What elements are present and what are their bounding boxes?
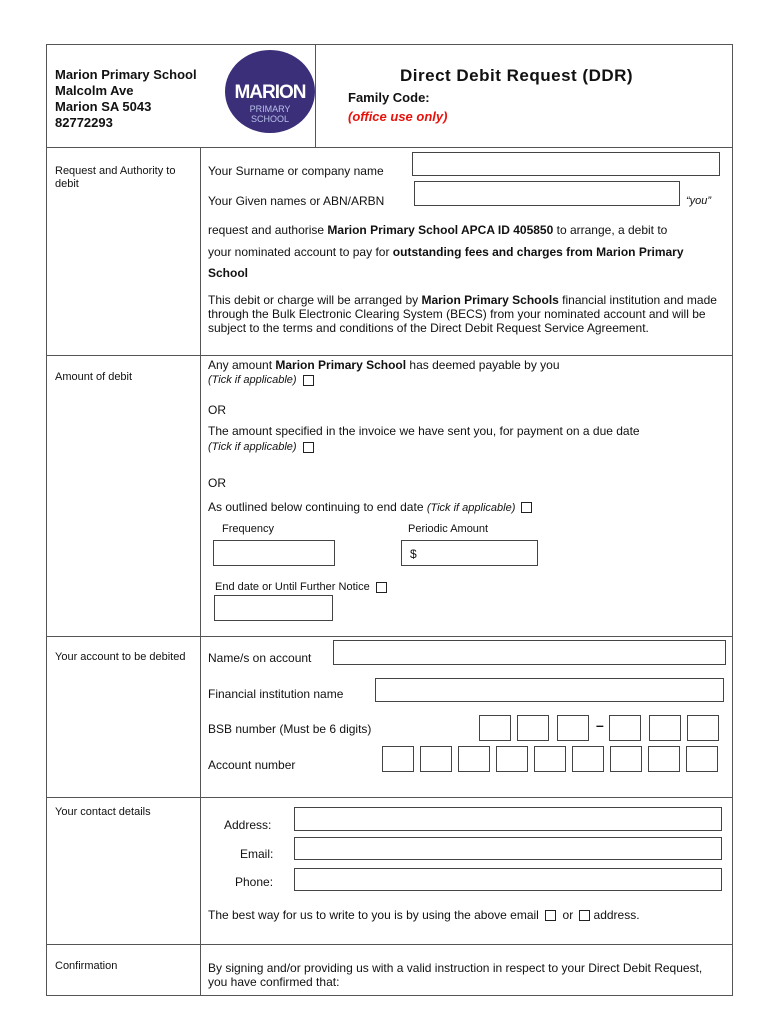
end-date-label: End date or Until Further Notice <box>215 581 387 593</box>
bsb-dash: – <box>596 717 604 733</box>
request-label: Request and Authority to debit <box>55 165 176 190</box>
given-names-input[interactable] <box>414 181 680 206</box>
account-number-label: Account number <box>208 758 296 772</box>
surname-label: Your Surname or company name <box>208 164 384 178</box>
given-names-label: Your Given names or ABN/ARBN <box>208 194 385 208</box>
phone-input[interactable] <box>294 868 722 891</box>
any-amount-checkbox[interactable] <box>303 375 314 386</box>
email-input[interactable] <box>294 837 722 860</box>
divider <box>46 636 733 637</box>
account-digit-box[interactable] <box>496 746 528 772</box>
confirmation-label: Confirmation <box>55 960 118 972</box>
contact-label: Your contact details <box>55 806 151 818</box>
school-address: Marion Primary School Malcolm Ave Marion SA 5043 82772293 <box>55 67 197 130</box>
divider <box>46 355 733 356</box>
account-digit-box[interactable] <box>610 746 642 772</box>
invoice-checkbox[interactable] <box>303 442 314 453</box>
divider <box>46 797 733 798</box>
address-label: Address: <box>224 818 272 832</box>
tick-note: (Tick if applicable) <box>208 374 314 386</box>
email-checkbox[interactable] <box>545 910 556 921</box>
address-input[interactable] <box>294 807 722 831</box>
account-digit-box[interactable] <box>420 746 452 772</box>
page-title: Direct Debit Request (DDR) <box>400 66 634 85</box>
bsb-digit-box[interactable] <box>609 715 641 741</box>
account-digit-box[interactable] <box>382 746 414 772</box>
school-logo: MARION PRIMARY SCHOOL <box>225 50 315 133</box>
schedule-checkbox[interactable] <box>521 502 532 513</box>
amount-label: Amount of debit <box>55 371 133 383</box>
periodic-amount-label: Periodic Amount <box>408 523 489 535</box>
bsb-label: BSB number (Must be 6 digits) <box>208 722 372 736</box>
tick-note: (Tick if applicable) <box>208 441 314 453</box>
bsb-digit-box[interactable] <box>649 715 681 741</box>
bsb-digit-box[interactable] <box>687 715 719 741</box>
account-digit-box[interactable] <box>648 746 680 772</box>
institution-label: Financial institution name <box>208 687 344 701</box>
account-label: Your account to be debited <box>55 651 186 663</box>
authorise-line1: request and authorise Marion Primary School APCA ID 405850 to arrange, a debit to <box>208 223 668 237</box>
divider <box>200 147 201 996</box>
bsb-digit-box[interactable] <box>517 715 549 741</box>
institution-input[interactable] <box>375 678 724 702</box>
schedule-option: As outlined below continuing to end date (Tick if applicable) <box>208 500 532 514</box>
family-code-label: Family Code: <box>348 90 430 105</box>
address-checkbox[interactable] <box>579 910 590 921</box>
becs-paragraph: This debit or charge will be arranged by Marion Primary Schools financial institution and made through the Bulk Electronic Clearing System (BECS) from your nominated account and will be subject to the terms and conditions of the Direct Debit Request Service Agreement. <box>208 293 717 335</box>
bsb-digit-box[interactable] <box>479 715 511 741</box>
confirmation-text: By signing and/or providing us with a valid instruction in respect to your Direct Debit Request, you have confirmed that: <box>208 961 703 989</box>
account-digit-box[interactable] <box>534 746 566 772</box>
authorise-line2: your nominated account to pay for outstanding fees and charges from Marion Primary <box>208 245 684 259</box>
or-label: OR <box>208 403 226 417</box>
frequency-input[interactable] <box>213 540 335 566</box>
email-label: Email: <box>240 847 274 861</box>
account-digit-box[interactable] <box>572 746 604 772</box>
any-amount-option: Any amount Marion Primary School has deemed payable by you <box>208 358 560 372</box>
account-digit-box[interactable] <box>686 746 718 772</box>
divider <box>46 147 733 148</box>
account-digit-box[interactable] <box>458 746 490 772</box>
authorise-line3: School <box>208 266 249 280</box>
periodic-amount-input[interactable]: $ <box>401 540 538 566</box>
frequency-label: Frequency <box>222 523 274 535</box>
names-input[interactable] <box>333 640 726 665</box>
divider <box>46 944 733 945</box>
preferred-contact: The best way for us to write to you is by using the above email or address. <box>208 908 640 922</box>
names-label: Name/s on account <box>208 651 312 665</box>
end-date-input[interactable] <box>214 595 333 621</box>
surname-input[interactable] <box>412 152 720 176</box>
phone-label: Phone: <box>235 875 274 889</box>
bsb-digit-box[interactable] <box>557 715 589 741</box>
invoice-option: The amount specified in the invoice we have sent you, for payment on a due date <box>208 424 640 438</box>
you-label: “you” <box>686 195 712 207</box>
or-label: OR <box>208 476 226 490</box>
until-notice-checkbox[interactable] <box>376 582 387 593</box>
office-use-note: (office use only) <box>348 109 448 124</box>
